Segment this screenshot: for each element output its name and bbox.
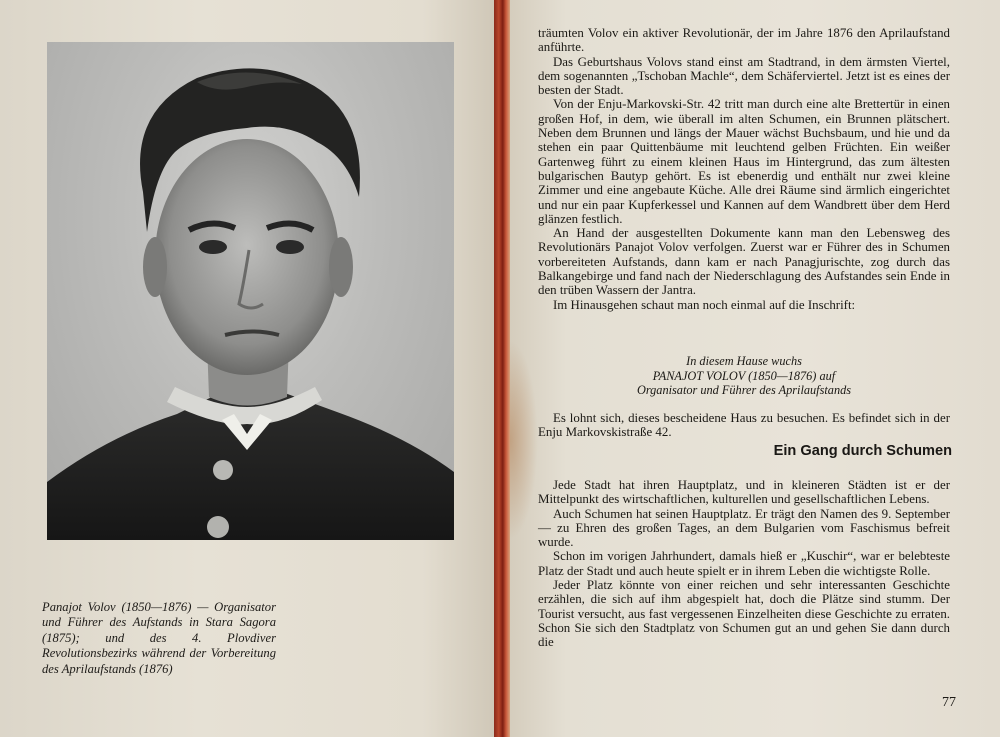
- inscription-line-1: In diesem Hause wuchs: [686, 354, 802, 368]
- body-text-middle: [538, 411, 950, 440]
- inscription-line-3: Organisator und Führer des Aprilaufstands: [636, 383, 852, 398]
- inscription-line-2: PANAJOT VOLOV (1850—1876) auf: [652, 368, 836, 383]
- paragraph-9: Schon im vorigen Jahrhundert, damals hieß er „Kuschir“, war er belebteste Platz der Stadt und auch heute spielt er in ihrem Leben die wichtigste Rolle.: [538, 549, 950, 578]
- paragraph-3: Von der Enju-Markovski-Str. 42 tritt man durch eine alte Brettertür in einen großen Hof, in dem, wie überall im alten Schumen, ein Brunnen plätschert. Neben dem Brunnen und längs der Mauer wächst Buchsbaum, und hie und da stehen ein paar Quittenbäume mit leuchtend gelben Früchten. Ein weißer Gartenweg führt zu einem kleinen Haus im Hintergrund, das zum ältesten bulgarischen Bautyp gehört. Es ist ebenerdig und enthält nur zwei kleine Zimmer und eine angebaute Küche. Alle drei Räume sind ärmlich eingerichtet und nur ein paar Kupferkessel und Kannen auf dem Wandbrett über dem Herd glänzen festlich.: [538, 97, 950, 226]
- section-heading: Ein Gang durch Schumen: [773, 443, 952, 459]
- photo-caption: Panajot Volov (1850—1876) — Organisator und Führer des Aufstands in Stara Sagora (1875); und des 4. Plovdiver Revolutionsbezirks während der Vorbereitung des Aprilaufstands (1876): [42, 600, 276, 676]
- page-number: 77: [942, 695, 956, 710]
- inscription: [538, 354, 950, 398]
- paragraph-1: träumten Volov ein aktiver Revolutionär, der im Jahre 1876 den Aprilaufstand anführte.: [538, 26, 950, 55]
- portrait-illustration: [47, 42, 454, 540]
- portrait-photo: [47, 42, 454, 540]
- paragraph-7: Jede Stadt hat ihren Hauptplatz, und in kleineren Städten ist er der Mittelpunkt des wirtschaftlichen, kulturellen und gesellschaftlichen Lebens.: [538, 478, 950, 507]
- book-spine: [494, 0, 510, 737]
- paragraph-5: Im Hinausgehen schaut man noch einmal auf die Inschrift:: [553, 297, 856, 312]
- paragraph-8: Auch Schumen hat seinen Hauptplatz. Er trägt den Namen des 9. September — zu Ehren des großen Tages, an dem Bulgarien vom Faschismus befreit wurde.: [538, 506, 950, 550]
- paragraph-2: Das Geburtshaus Volovs stand einst am Stadtrand, in dem ärmsten Viertel, dem sogenannten „Tschoban Machle“, dem Schäferviertel. Jetzt ist es eines der besten der Stadt.: [538, 54, 950, 98]
- paragraph-6: Es lohnt sich, dieses bescheidene Haus zu besuchen. Es befindet sich in der Enju Markovskistraße 42.: [538, 411, 950, 440]
- page-stain: [510, 340, 538, 540]
- paragraph-4: An Hand der ausgestellten Dokumente kann man den Lebensweg des Revolutionärs Panajot Volov verfolgen. Zuerst war er Führer des in Schumen vorbereiteten Aufstands, dann kam er nach Panagjurischte, zog durch das Balkangebirge und fand nach der Niederschlagung des Aufstandes sein Ende in den trüben Wassern der Jantra.: [538, 226, 950, 298]
- paragraph-10: Jeder Platz könnte von einer reichen und sehr interessanten Geschichte erzählen, die sich auf ihm abgespielt hat, doch die Plätze sind stumm. Der Tourist versucht, aus fast vergessenen Einzelheiten diese Geschichte zu erraten. Schon Sie sich den Stadtplatz von Schumen gut an und gehen Sie dann durch die: [538, 578, 950, 650]
- body-text-top: [538, 26, 950, 312]
- body-text-bottom: [538, 478, 950, 650]
